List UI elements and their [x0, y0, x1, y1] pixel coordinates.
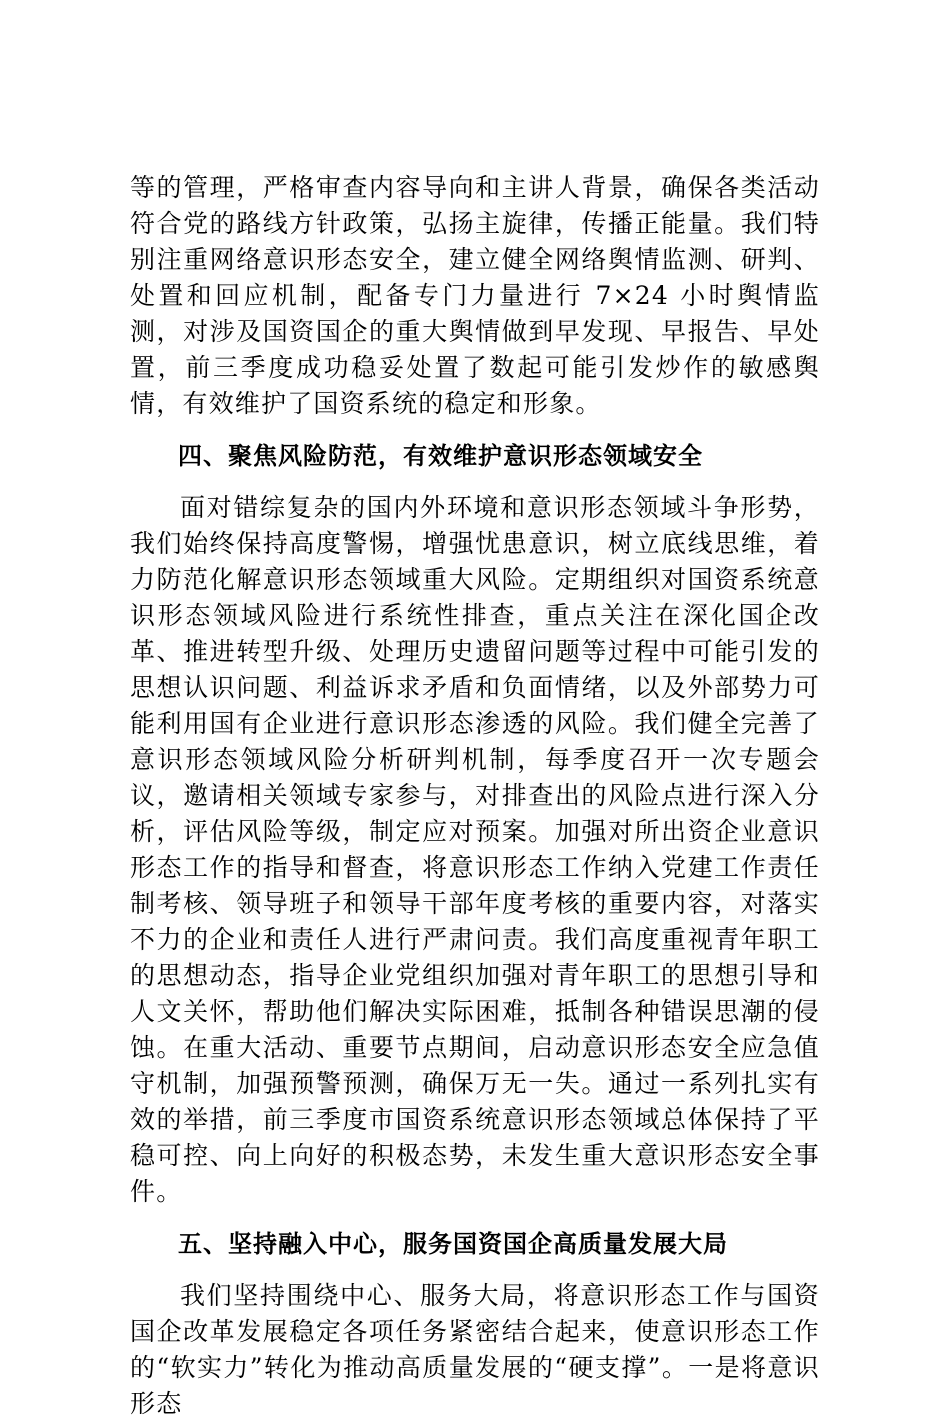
section-heading-5: 五、坚持融入中心，服务国资国企高质量发展大局	[178, 1230, 728, 1258]
section-heading-4: 四、聚焦风险防范，有效维护意识形态领域安全	[178, 442, 703, 470]
paragraph-risk-prevention: 面对错综复杂的国内外环境和意识形态领域斗争形势，我们始终保持高度警惕，增强忧患意识，树立底线思维，着力防范化解意识形态领域重大风险。定期组织对国资系统意识形态领域风险进行系统性排查，重点关注在深化国企改革、推进转型升级、处理历史遗留问题等过程中可能引发的思想认识问题、利益诉求矛盾和负面情绪，以及外部势力可能利用国有企业进行意识形态渗透的风险。我们健全完善了意识形态领域风险分析研判机制，每季度召开一次专题会议，邀请相关领域专家参与，对排查出的风险点进行深入分析，评估风险等级，制定应对预案。加强对所出资企业意识形态工作的指导和督查，将意识形态工作纳入党建工作责任制考核、领导班子和领导干部年度考核的重要内容，对落实不力的企业和责任人进行严肃问责。我们高度重视青年职工的思想动态，指导企业党组织加强对青年职工的思想引导和人文关怀，帮助他们解决实际困难，抵制各种错误思潮的侵蚀。在重大活动、重要节点期间，启动意识形态安全应急值守机制，加强预警预测，确保万无一失。通过一系列扎实有效的举措，前三季度市国资系统意识形态领域总体保持了平稳可控、向上向好的积极态势，未发生重大意识形态安全事件。	[130, 493, 820, 1206]
document-body	[130, 170, 820, 1422]
paragraph-continued: 等的管理，严格审查内容导向和主讲人背景，确保各类活动符合党的路线方针政策，弘扬主旋律，传播正能量。我们特别注重网络意识形态安全，建立健全网络舆情监测、研判、处置和回应机制，配备专门力量进行 7×24 小时舆情监测，对涉及国资国企的重大舆情做到早发现、早报告、早处置，前三季度成功稳妥处置了数起可能引发炒作的敏感舆情，有效维护了国资系统的稳定和形象。	[130, 173, 820, 418]
paragraph-serve-center: 我们坚持围绕中心、服务大局，将意识形态工作与国资国企改革发展稳定各项任务紧密结合起来，使意识形态工作的“软实力”转化为推动高质量发展的“硬支撑”。一是将意识形态	[130, 1281, 820, 1418]
